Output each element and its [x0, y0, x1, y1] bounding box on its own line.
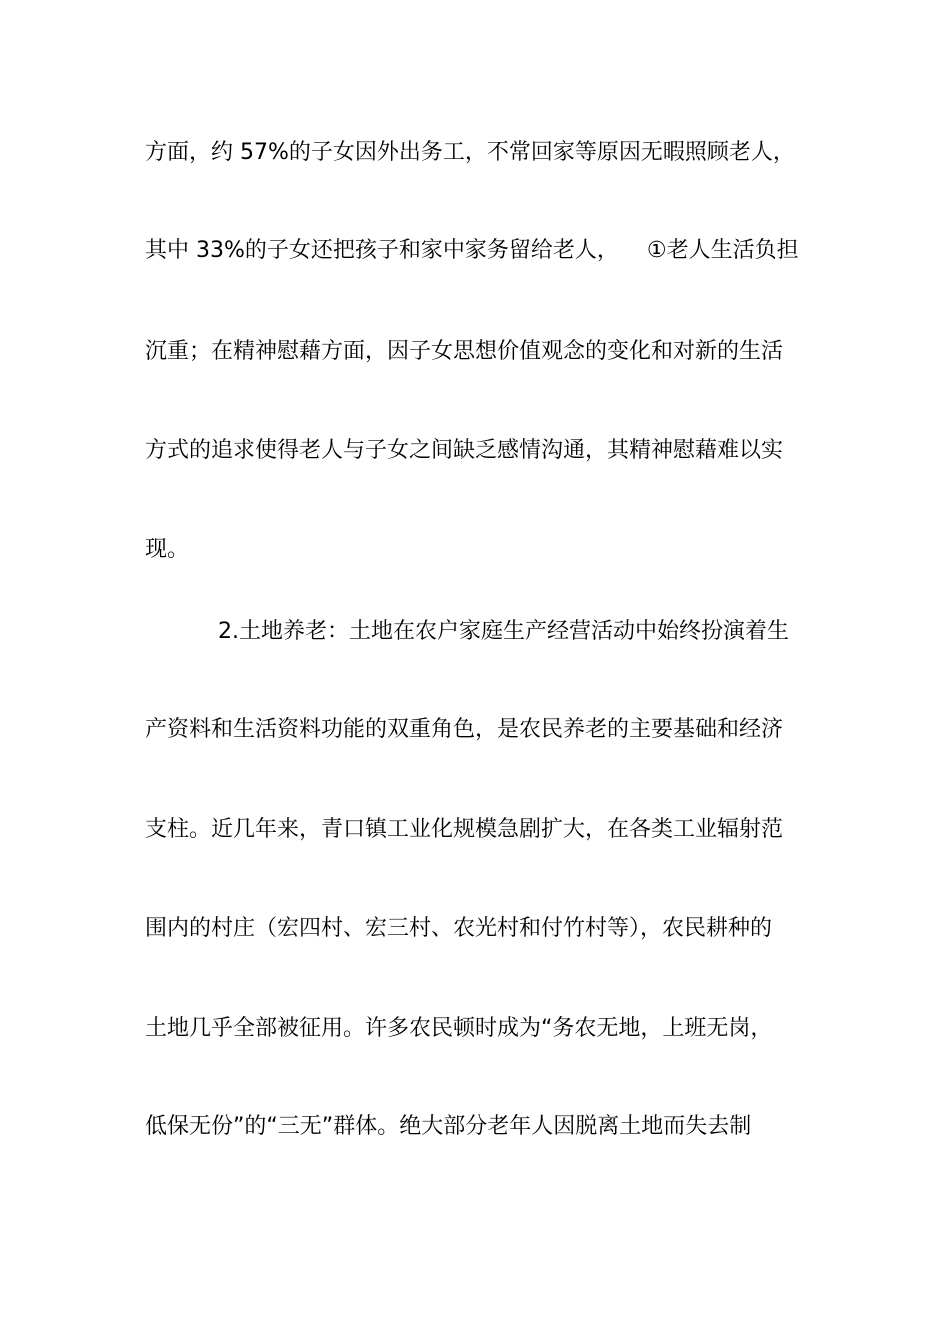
text-line: 沉重；在精神慰藉方面，因子女思想价值观念的变化和对新的生活 [145, 339, 784, 364]
text-line: 围内的村庄（宏四村、宏三村、农光村和付竹村等），农民耕种的 [145, 916, 773, 941]
text-line: 产资料和生活资料功能的双重角色，是农民养老的主要基础和经济 [145, 717, 784, 742]
paragraph-start-line: 2.土地养老：土地在农户家庭生产经营活动中始终扮演着生 [218, 619, 789, 644]
text-line: 方面，约 57%的子女因外出务工，不常回家等原因无暇照顾老人， [145, 140, 795, 165]
text-line: 方式的追求使得老人与子女之间缺乏感情沟通，其精神慰藉难以实 [145, 438, 784, 463]
text-line: 其中 33%的子女还把孩子和家中家务留给老人， ①老人生活负担 [145, 238, 799, 263]
text-line: 土地几乎全部被征用。许多农民顿时成为“务农无地，上班无岗， [145, 1016, 773, 1041]
text-line: 低保无份”的“三无”群体。绝大部分老年人因脱离土地而失去制 [145, 1114, 752, 1139]
text-line: 支柱。近几年来，青口镇工业化规模急剧扩大，在各类工业辐射范 [145, 817, 784, 842]
text-line: 现。 [145, 537, 190, 562]
